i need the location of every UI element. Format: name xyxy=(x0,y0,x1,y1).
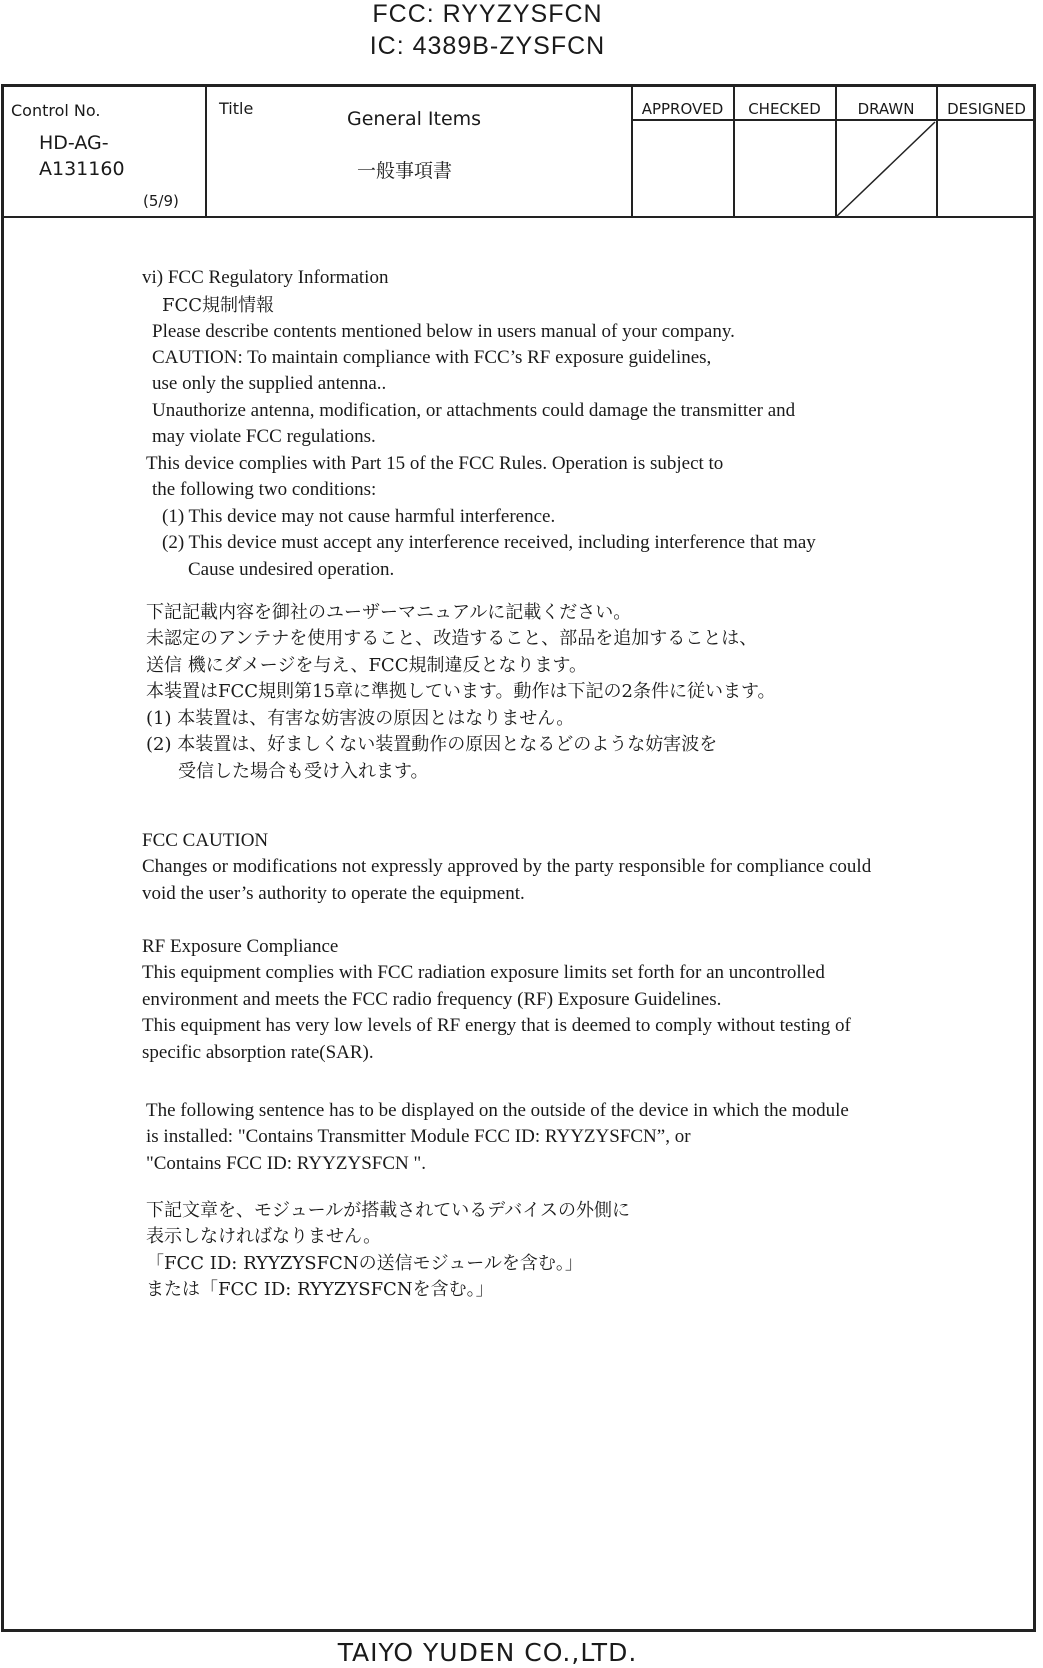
checked-header: CHECKED xyxy=(748,100,821,118)
jp-line: 下記文章を、モジュールが搭載されているデバイスの外側に xyxy=(146,1200,631,1221)
jp-line: (2) 本装置は、好ましくない装置動作の原因となるどのような妨害波を xyxy=(146,734,718,755)
text-line: Unauthorize antenna, modification, or attachments could damage the transmitter and xyxy=(152,400,796,421)
jp-line: 表示しなければなりません。 xyxy=(146,1226,382,1247)
jp-line: 本装置はFCC規則第15章に準拠しています。動作は下記の2条件に従います。 xyxy=(146,681,776,702)
text-line: environment and meets the FCC radio frequency (RF) Exposure Guidelines. xyxy=(142,989,722,1010)
section-heading: vi) FCC Regulatory Information xyxy=(142,267,389,288)
caution-heading: FCC CAUTION xyxy=(142,830,269,851)
rf-heading: RF Exposure Compliance xyxy=(142,936,339,957)
text-line: Changes or modifications not expressly approved by the party responsible for compliance could xyxy=(142,856,872,877)
control-no-line1: HD-AG- xyxy=(39,132,109,154)
divider xyxy=(205,84,207,217)
jp-line: (1) 本装置は、有害な妨害波の原因とはなりません。 xyxy=(146,708,575,729)
text-line: use only the supplied antenna.. xyxy=(152,373,387,394)
page-number: (5/9) xyxy=(143,192,179,210)
drawn-header: DRAWN xyxy=(857,100,915,118)
text-line: (2) This device must accept any interference received, including interference that may xyxy=(162,532,816,553)
text-line: void the user’s authority to operate the equipment. xyxy=(142,883,525,904)
title-label: Title xyxy=(219,99,254,118)
approval-header-rule xyxy=(632,119,1036,121)
text-line: This equipment complies with FCC radiation exposure limits set forth for an uncontrolled xyxy=(142,962,825,983)
section-heading-jp: FCC規制情報 xyxy=(162,295,275,316)
jp-line: または「FCC ID: RYYZYSFCNを含む。」 xyxy=(146,1279,494,1300)
approved-header: APPROVED xyxy=(641,100,724,118)
control-no-label: Control No. xyxy=(11,101,101,120)
text-line: is installed: "Contains Transmitter Module FCC ID: RYYZYSFCN”, or xyxy=(146,1126,691,1147)
jp-line: 未認定のアンテナを使用すること、改造すること、部品を追加することは、 xyxy=(146,628,758,649)
text-line: the following two conditions: xyxy=(152,479,377,500)
title-jp: 一般事項書 xyxy=(357,160,453,182)
text-line: Please describe contents mentioned below in users manual of your company. xyxy=(152,321,735,342)
text-line: This device complies with Part 15 of the FCC Rules. Operation is subject to xyxy=(146,453,724,474)
title-block xyxy=(1,84,1036,220)
text-line: "Contains FCC ID: RYYZYSFCN ". xyxy=(146,1153,426,1174)
jp-line: 下記記載内容を御社のユーザーマニュアルに記載ください。 xyxy=(146,602,632,623)
title-en: General Items xyxy=(347,108,482,130)
fcc-id-header: FCC: RYYZYSFCN xyxy=(372,0,603,28)
text-line: specific absorption rate(SAR). xyxy=(142,1042,374,1063)
text-line: CAUTION: To maintain compliance with FCC’s RF exposure guidelines, xyxy=(152,347,712,368)
text-line: (1) This device may not cause harmful interference. xyxy=(162,506,556,527)
text-line: may violate FCC regulations. xyxy=(152,426,376,447)
ic-id-header: IC: 4389B-ZYSFCN xyxy=(369,32,606,60)
text-line: The following sentence has to be displayed on the outside of the device in which the module xyxy=(146,1100,849,1121)
jp-line: 受信した場合も受け入れます。 xyxy=(178,761,429,782)
control-no-line2: A131160 xyxy=(39,158,125,180)
designed-header: DESIGNED xyxy=(947,100,1026,118)
drawn-cell-slash xyxy=(837,121,936,217)
text-line: This equipment has very low levels of RF energy that is deemed to comply without testing of xyxy=(142,1015,851,1036)
company-footer: TAIYO YUDEN CO.,LTD. xyxy=(337,1638,638,1667)
jp-line: 「FCC ID: RYYZYSFCNの送信モジュールを含む。」 xyxy=(146,1253,583,1274)
jp-line: 送信 機にダメージを与え、FCC規制違反となります。 xyxy=(146,655,588,676)
text-line: Cause undesired operation. xyxy=(188,559,395,580)
